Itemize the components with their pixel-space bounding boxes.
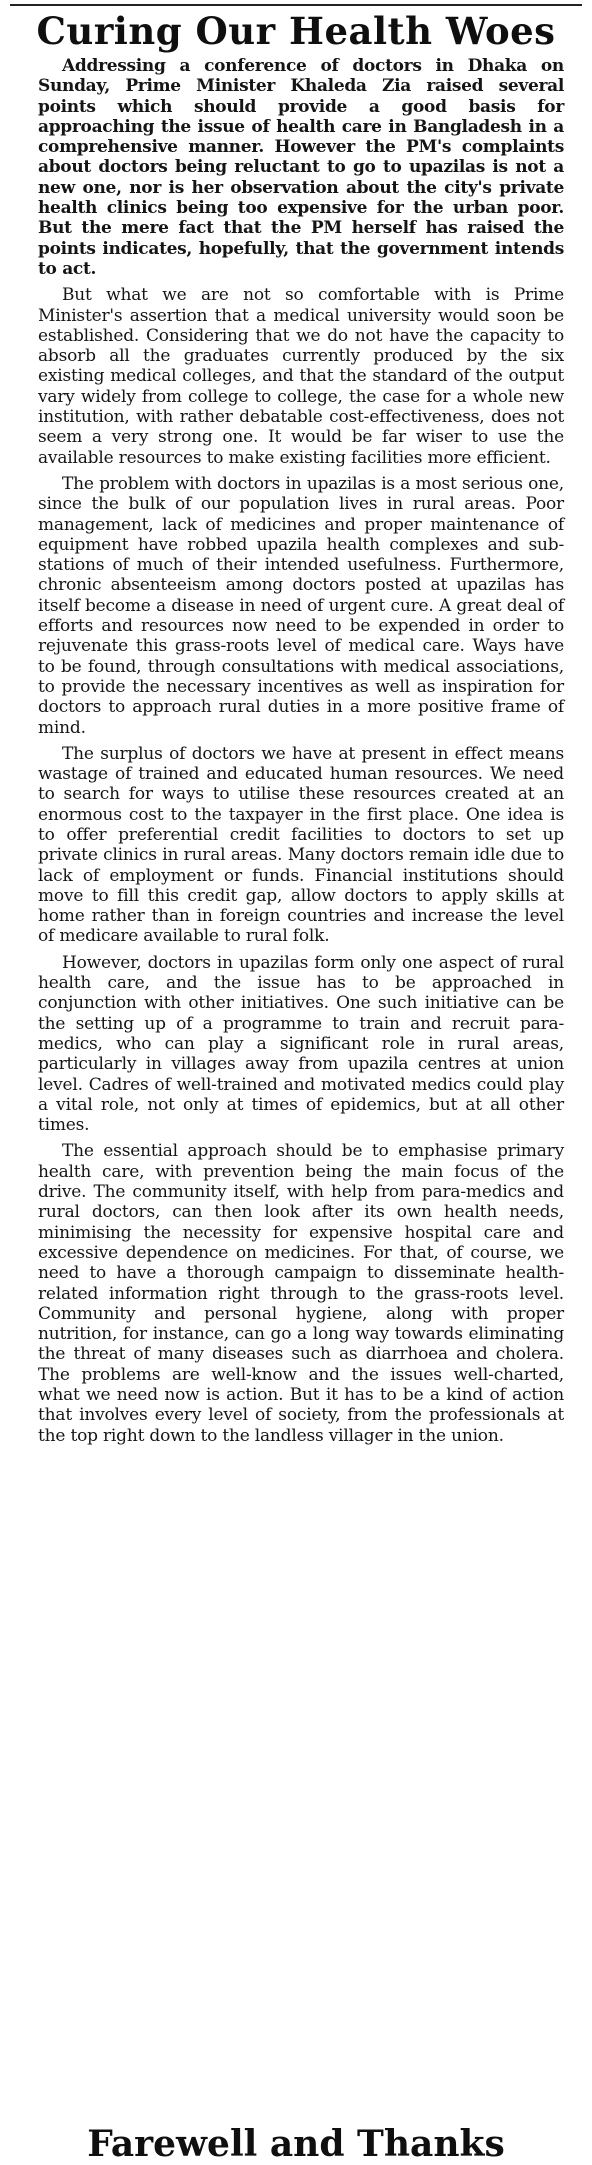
paragraph-4: The surplus of doctors we have at present in effect means wastage of trained and educated human resources. We need to search for ways to utilise these resources created at an enormous cost to the taxpayer in the first place. One idea is to offer preferential credit facilities to doctors to set up private clinics in rural areas. Many doctors remain idle due to lack of employment or funds. Financial institutions should move to fill this credit gap, allow doctors to apply skills at home rather than in foreign countries and increase the level of medicare available to rural folk.: [38, 743, 564, 947]
next-article-headline: Farewell and Thanks: [87, 2123, 505, 2165]
top-rule: [10, 4, 582, 6]
article-headline: Curing Our Health Woes: [36, 9, 556, 53]
paragraph-6: The essential approach should be to emphasise primary health care, with prevention being the main focus of the drive. The community itself, with help from para-medics and rural doctors, can then look after its own health needs, minimising the necessity for expensive hospital care and excessive dependence on medicines. For that, of course, we need to have a thorough campaign to disseminate health-related information right through to the grass-roots level. Community and personal hygiene, along with proper nutrition, for instance, can go a long way towards eliminating the threat of many diseases such as diarrhoea and cholera. The problems are well-know and the issues well-charted, what we need now is action. But it has to be a kind of action that involves every level of society, from the professionals at the top right down to the landless villager in the union.: [38, 1141, 564, 1446]
article-body: [38, 56, 564, 1452]
paragraph-5: However, doctors in upazilas form only one aspect of rural health care, and the issue has to be approached in conjunction with other initiatives. One such initiative can be the setting up of a programme to train and recruit para-medics, who can play a significant role in rural areas, particularly in villages away from upazila centres at union level. Cadres of well-trained and motivated medics could play a vital role, not only at times of epidemics, but at all other times.: [38, 952, 564, 1136]
paragraph-3: The problem with doctors in upazilas is a most serious one, since the bulk of our population lives in rural areas. Poor management, lack of medicines and proper maintenance of equipment have robbed upazila health complexes and sub-stations of much of their intended usefulness. Furthermore, chronic absenteeism among doctors posted at upazilas has itself become a disease in need of urgent cure. A great deal of efforts and resources now need to be expended in order to rejuvenate this grass-roots level of medical care. Ways have to be found, through consultations with medical associations, to provide the necessary incentives as well as inspiration for doctors to approach rural duties in a more positive frame of mind.: [38, 473, 564, 738]
paragraph-2: But what we are not so comfortable with is Prime Minister's assertion that a medical university would soon be established. Considering that we do not have the capacity to absorb all the graduates currently produced by the six existing medical colleges, and that the standard of the output vary widely from college to college, the case for a whole new institution, with rather debatable cost-effectiveness, does not seem a very strong one. It would be far wiser to use the available resources to make existing facilities more efficient.: [38, 285, 564, 468]
paragraph-1: Addressing a conference of doctors in Dhaka on Sunday, Prime Minister Khaleda Zia raised several points which should provide a good basis for approaching the issue of health care in Bangladesh in a comprehensive manner. However the PM's complaints about doctors being reluctant to go to upazilas is not a new one, nor is her observation about the city's private health clinics being too expensive for the urban poor. But the mere fact that the PM herself has raised the points indicates, hopefully, that the government intends to act.: [38, 56, 564, 279]
